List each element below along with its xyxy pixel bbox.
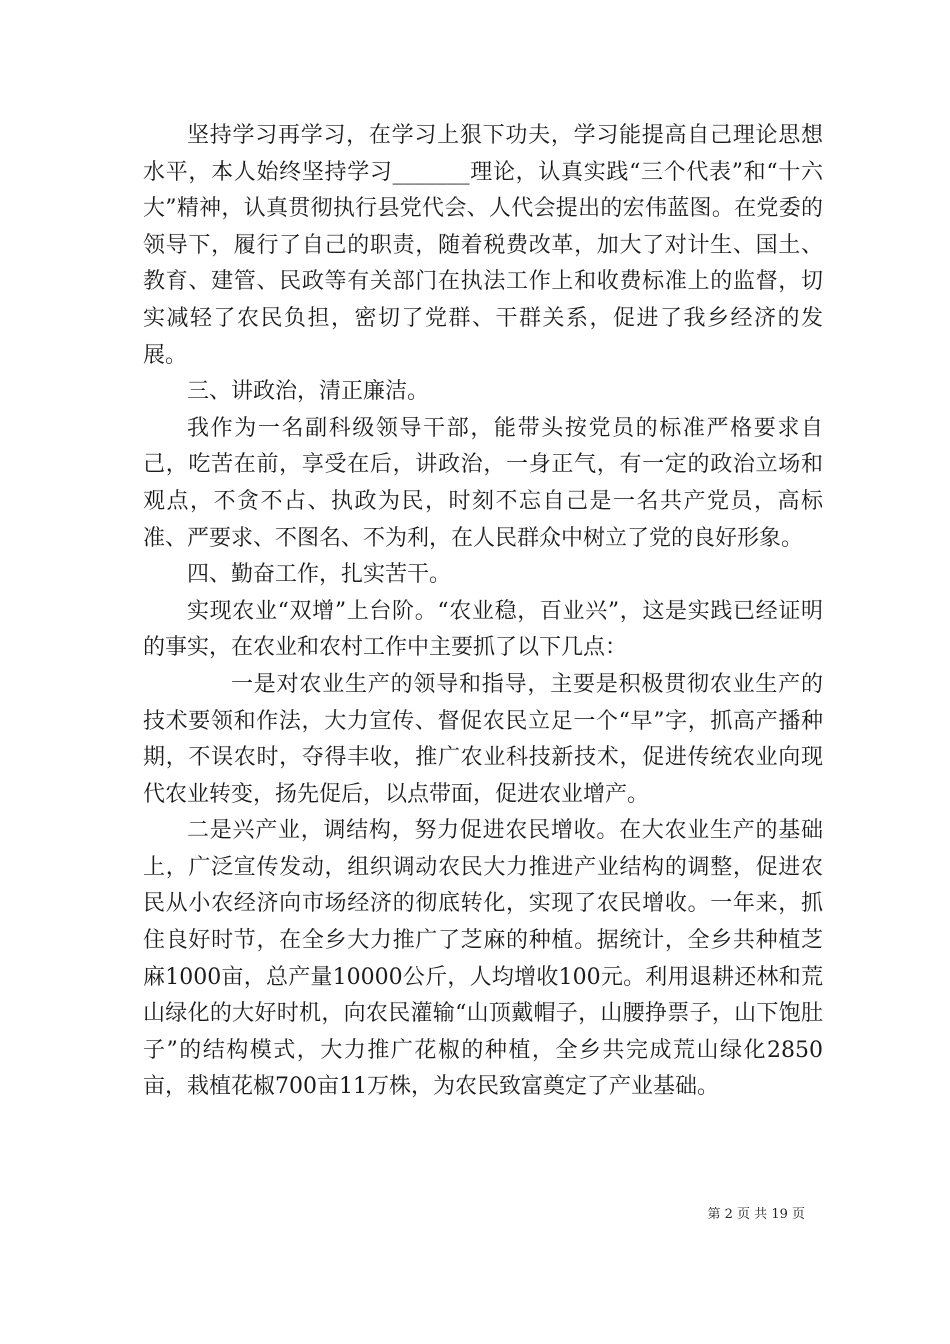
paragraph-point-two: 二是兴产业，调结构，努力促进农民增收。在大农业生产的基础上，广泛宣传发动，组织调动农民大力推进产业结构的调整，促进农民从小农经济向市场经济的彻底转化，实现了农民增收。一年来，抓住良好时节，在全乡大力推广了芝麻的种植。据统计，全乡共种植芝麻1000亩，总产量10000公斤，人均增收100元。利用退耕还林和荒山绿化的大好时机，向农民灌输“山顶戴帽子，山腰挣票子，山下饱肚子”的结构模式，大力推广花椒的种植，全乡共完成荒山绿化2850亩，栽植花椒700亩11万株，为农民致富奠定了产业基础。 (143, 818, 823, 1100)
document-body (143, 118, 823, 1106)
heading-section-3: 三、讲政治，清正廉洁。 (187, 379, 430, 405)
paragraph-agriculture-intro: 实现农业“双增”上台阶。“农业稳，百业兴”，这是实践已经证明的事实，在农业和农村工作中主要抓了以下几点： (143, 598, 823, 661)
paragraph-study: 坚持学习再学习，在学习上狠下功夫，学习能提高自己理论思想水平，本人始终坚持学习_______理论，认真实践“三个代表”和“十六大”精神，认真贯彻执行县党代会、人代会提出的宏伟蓝图。在党委的领导下，履行了自己的职责，随着税费改革，加大了对计生、国土、教育、建管、民政等有关部门在执法工作上和收费标准上的监督，切实减轻了农民负担，密切了党群、干群关系，促进了我乡经济的发展。 (143, 123, 823, 368)
page-number: 第 2 页 共 19 页 (707, 1207, 805, 1222)
paragraph-point-one: 一是对农业生产的领导和指导，主要是积极贯彻农业生产的技术要领和作法，大力宣传、督促农民立足一个“早”字，抓高产播种期，不误农时，夺得丰收，推广农业科技新技术，促进传统农业向现代农业转变，扬先促后，以点带面，促进农业增产。 (143, 671, 823, 807)
paragraph-integrity: 我作为一名副科级领导干部，能带头按党员的标准严格要求自己，吃苦在前，享受在后，讲政治，一身正气，有一定的政治立场和观点，不贪不占、执政为民，时刻不忘自己是一名共产党员，高标准、严要求、不图名、不为利，在人民群众中树立了党的良好形象。 (143, 415, 823, 551)
heading-section-4: 四、勤奋工作，扎实苦干。 (187, 562, 452, 588)
